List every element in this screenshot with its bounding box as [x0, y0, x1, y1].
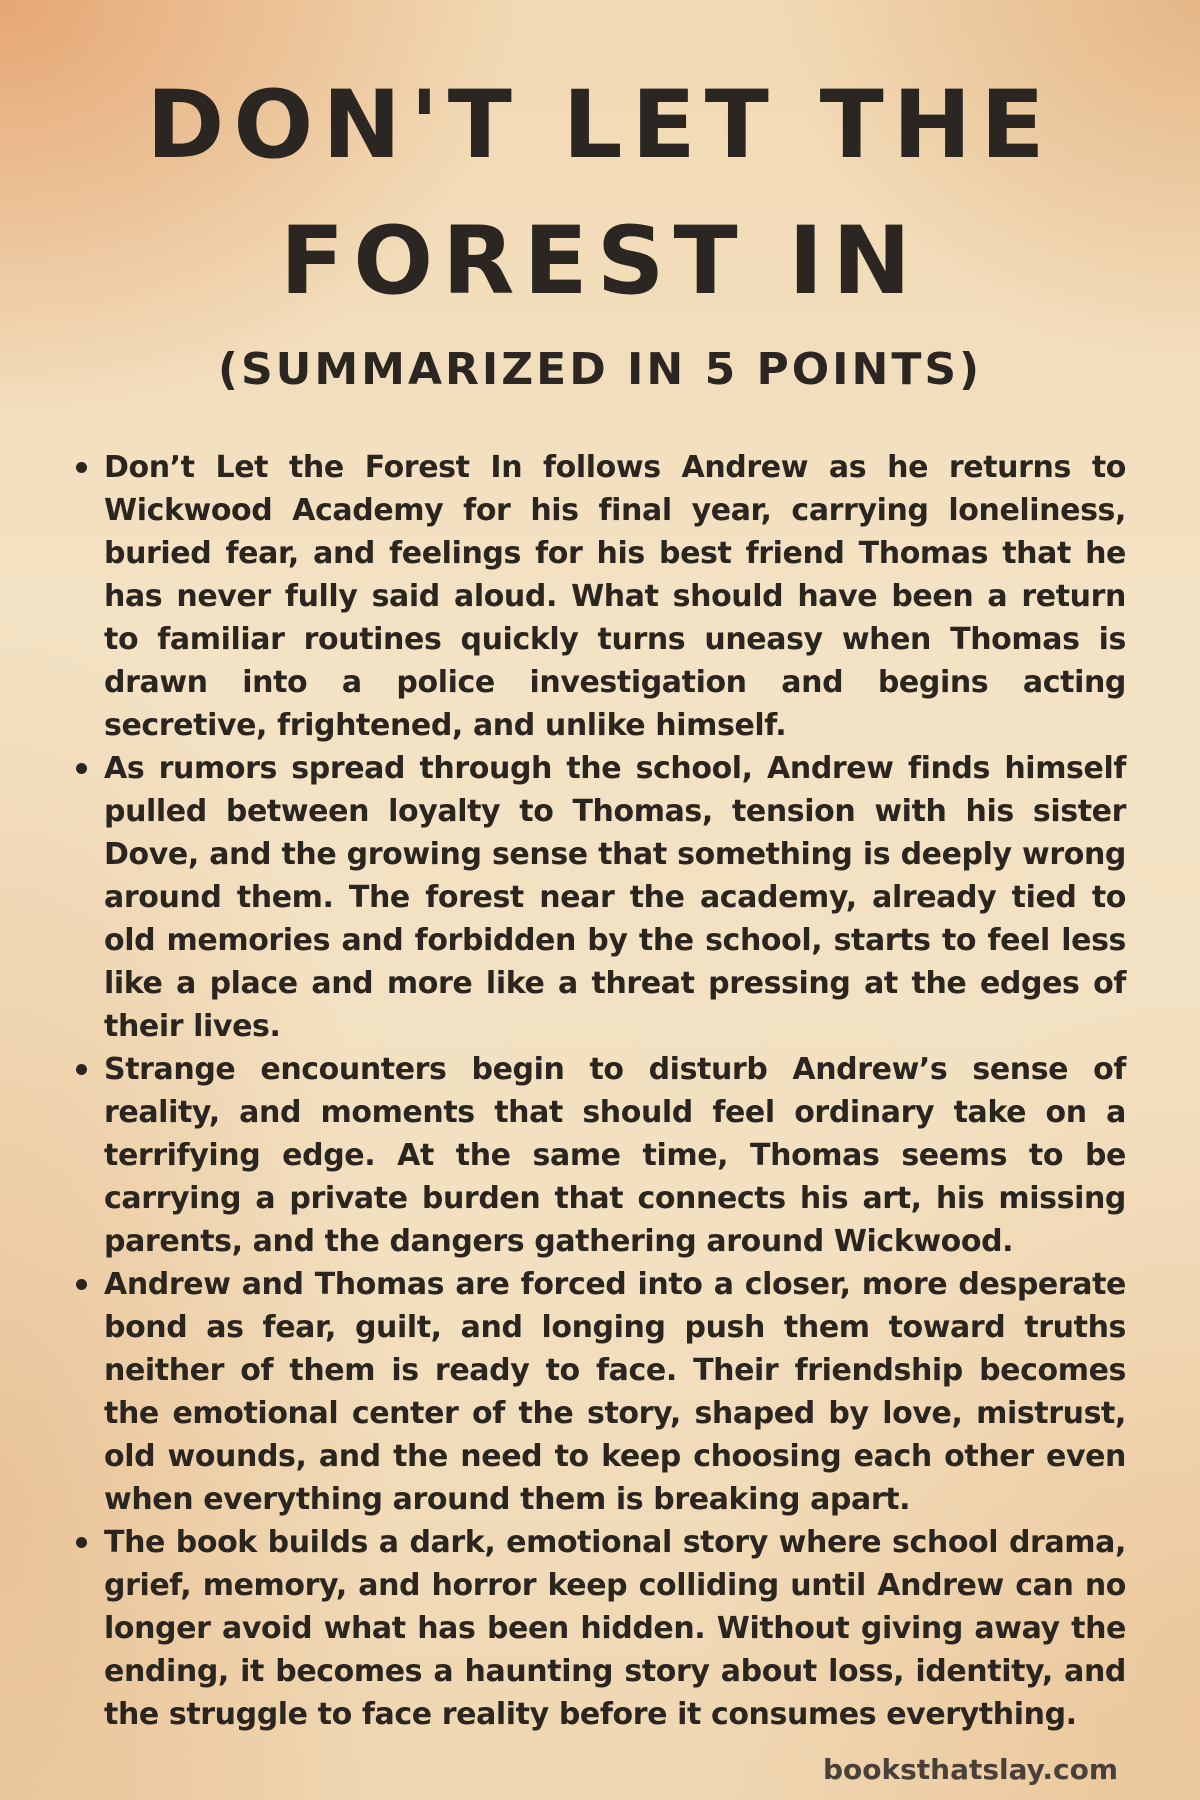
summary-point: [62, 747, 1126, 1048]
summary-point-text: Don’t Let the Forest In follows Andrew as he returns to Wickwood Academy for his final year, carrying loneliness, buried fear, and feelings for his best friend Thomas that he has never fully said aloud. What should have been a return to familiar routines quickly turns uneasy when Thomas is drawn into a police investigation and begins acting secretive, frightened, and unlike himself.: [104, 450, 1126, 743]
summary-point: [62, 1263, 1126, 1521]
bullet-icon: [76, 1537, 87, 1548]
bullet-icon: [76, 763, 87, 774]
summary-point-text: Strange encounters begin to disturb Andrew’s sense of reality, and moments that should feel ordinary take on a terrifying edge. At the same time, Thomas seems to be carrying a private burden that connects his art, his missing parents, and the dangers gathering around Wickwood.: [104, 1052, 1126, 1259]
summary-point: [62, 446, 1126, 747]
summary-point-text: As rumors spread through the school, Andrew finds himself pulled between loyalty to Thomas, tension with his sister Dove, and the growing sense that something is deeply wrong around them. The forest near the academy, already tied to old memories and forbidden by the school, starts to feel less like a place and more like a threat pressing at the edges of their lives.: [104, 751, 1126, 1044]
summary-points-list: [62, 446, 1126, 1736]
bullet-icon: [76, 1064, 87, 1075]
book-title: DON'T LET THE FOREST IN: [146, 71, 1054, 316]
subtitle: (SUMMARIZED IN 5 POINTS): [217, 344, 983, 395]
bullet-icon: [76, 1279, 87, 1290]
site-credit: booksthatslay.com: [822, 1753, 1118, 1786]
summary-point: [62, 1521, 1126, 1736]
summary-point-text: Andrew and Thomas are forced into a closer, more desperate bond as fear, guilt, and longing push them toward truths neither of them is ready to face. Their friendship becomes the emotional center of the story, shaped by love, mistrust, old wounds, and the need to keep choosing each other even when everything around them is breaking apart.: [104, 1267, 1126, 1517]
summary-point: [62, 1048, 1126, 1263]
summary-point-text: The book builds a dark, emotional story where school drama, grief, memory, and horror keep colliding until Andrew can no longer avoid what has been hidden. Without giving away the ending, it becomes a haunting story about loss, identity, and the struggle to face reality before it consumes everything.: [104, 1525, 1126, 1732]
bullet-icon: [76, 462, 87, 473]
